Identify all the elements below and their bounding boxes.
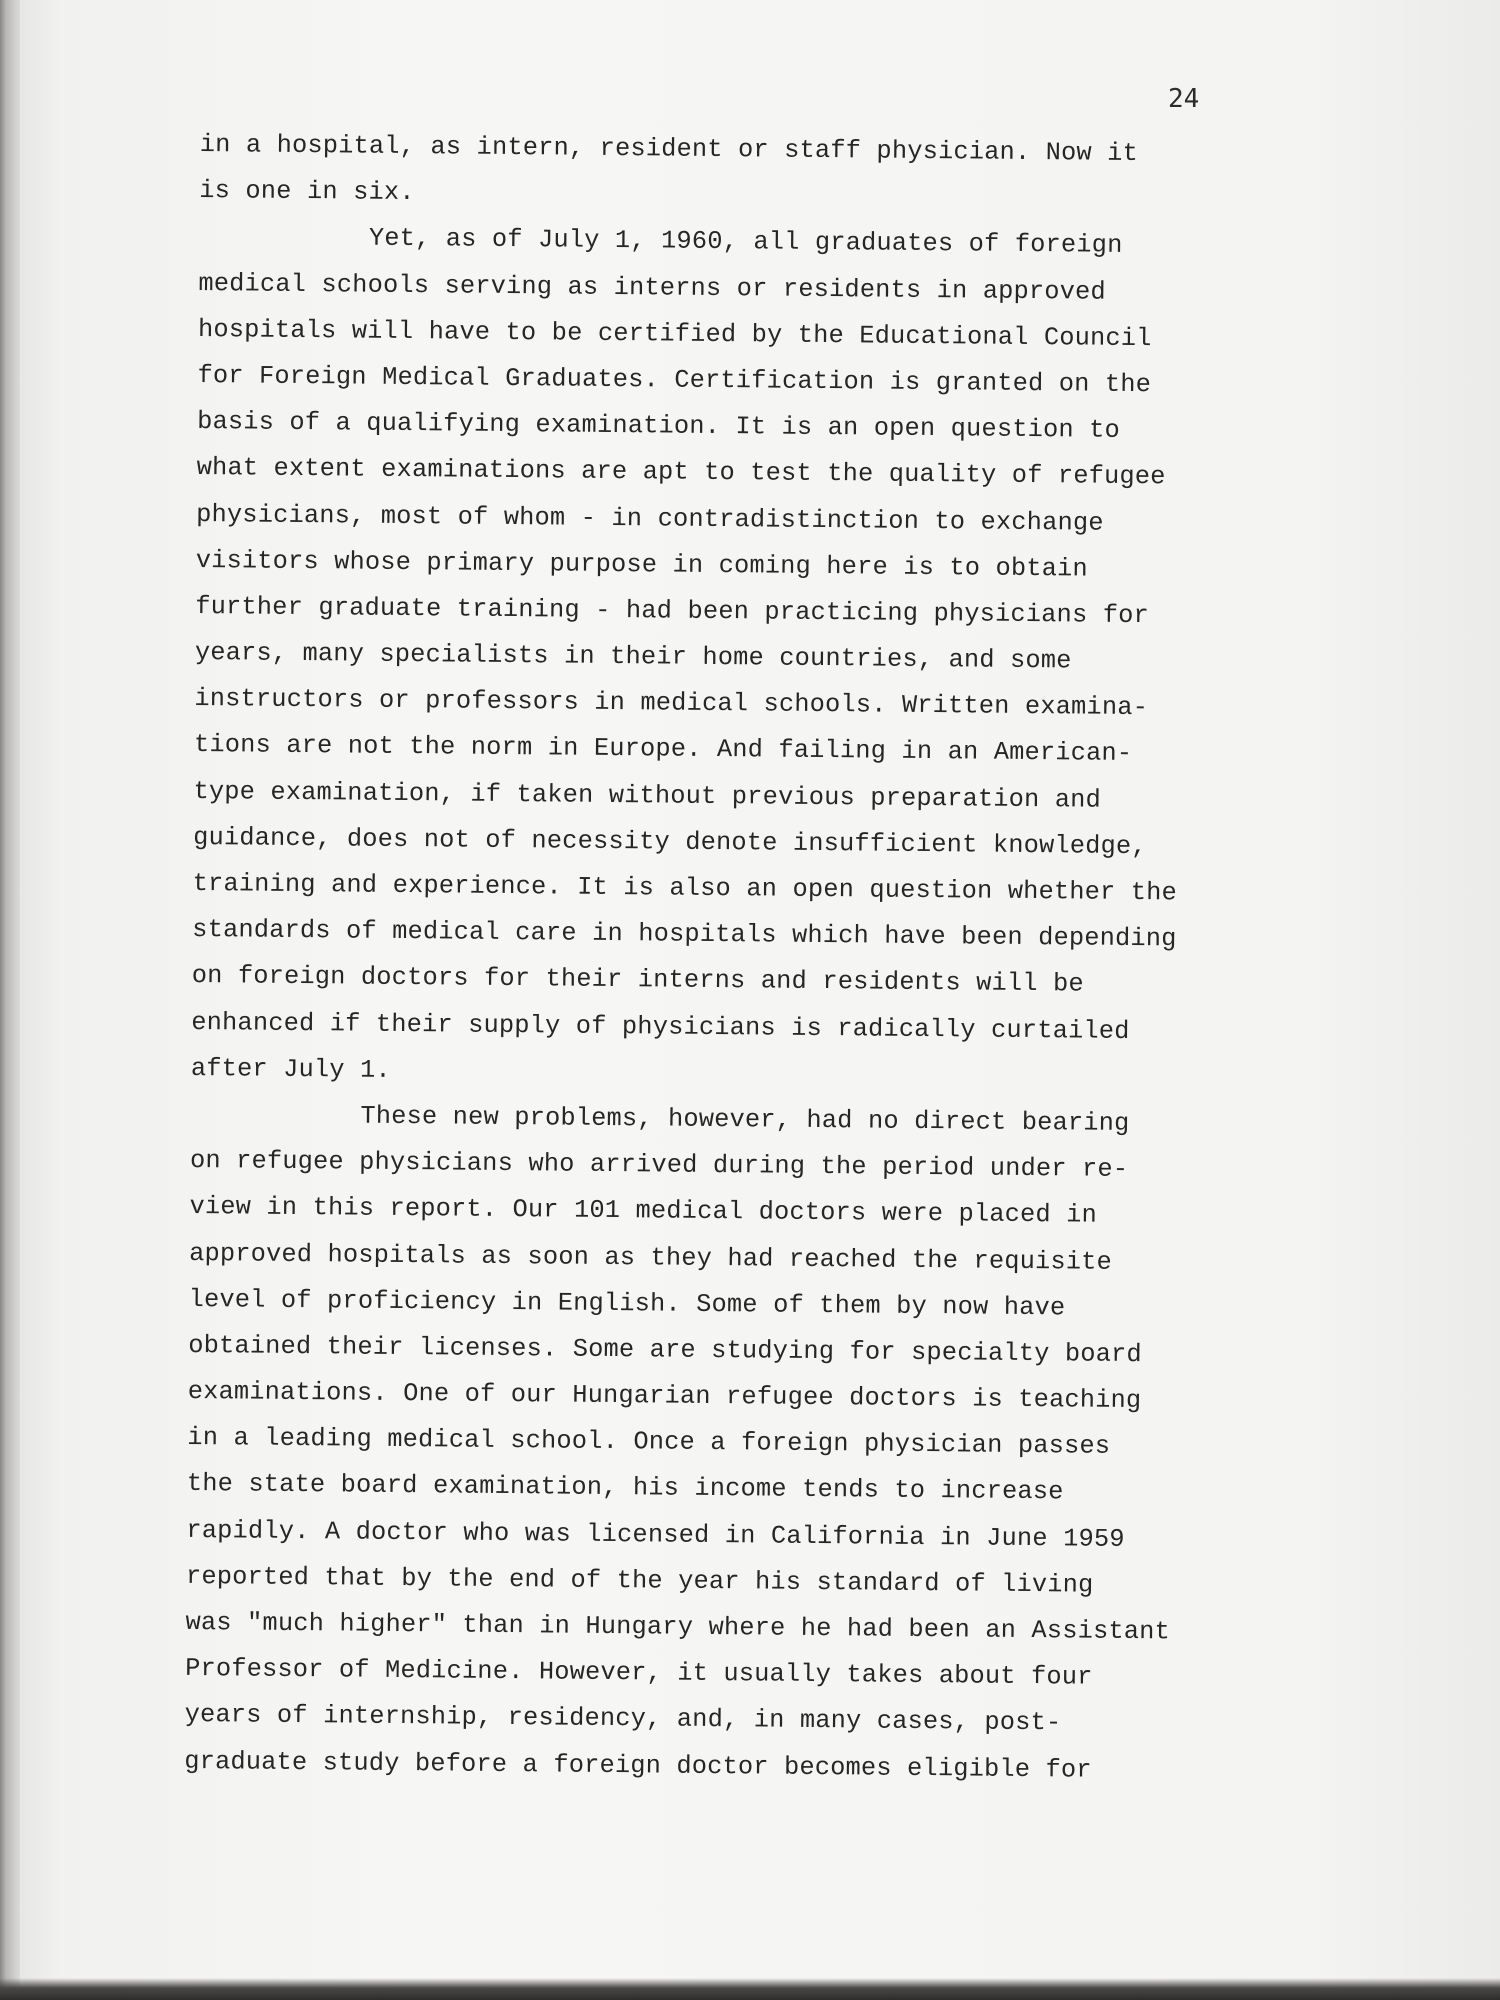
text-line: years of internship, residency, and, in many cases, post- <box>184 1700 1062 1738</box>
text-line: reported that by the end of the year his standard of living <box>185 1561 1094 1600</box>
text-line: approved hospitals as soon as they had reached the requisite <box>189 1238 1113 1277</box>
text-line: tions are not the norm in Europe. And failing in an American- <box>193 730 1133 769</box>
text-line: graduate study before a foreign doctor becomes eligible for <box>184 1746 1092 1785</box>
text-line: the state board examination, his income tends to increase <box>186 1469 1064 1507</box>
text-line: in a hospital, as intern, resident or staff physician. Now it <box>199 129 1139 169</box>
text-line: standards of medical care in hospitals which have been depending <box>192 915 1177 954</box>
text-line: medical schools serving as interns or residents in approved <box>198 268 1107 307</box>
text-line: for Foreign Medical Graduates. Certification is granted on the <box>197 360 1152 400</box>
text-line: enhanced if their supply of physicians is radically curtailed <box>191 1007 1130 1046</box>
text-line: view in this report. Our 101 medical doctors were placed in <box>189 1192 1098 1230</box>
text-line: on foreign doctors for their interns and residents will be <box>191 961 1084 999</box>
text-line: training and experience. It is also an open question whether the <box>192 868 1178 908</box>
text-line: hospitals will have to be certified by the Educational Council <box>197 314 1152 353</box>
text-line: obtained their licenses. Some are studying for specialty board <box>188 1330 1142 1369</box>
text-line: was "much higher" than in Hungary where he had been an Assistant <box>185 1607 1171 1647</box>
body-text <box>184 122 1310 1795</box>
text-line: is one in six. <box>199 176 415 208</box>
page-number: 24 <box>1168 84 1200 114</box>
text-line: instructors or professors in medical schools. Written examina- <box>194 684 1149 723</box>
text-line: type examination, if taken without previous preparation and <box>193 776 1102 815</box>
bottom-shadow <box>0 1978 1500 2000</box>
text-line: guidance, does not of necessity denote insufficient knowledge, <box>192 822 1147 861</box>
text-line: after July 1. <box>190 1053 391 1085</box>
text-line: visitors whose primary purpose in coming here is to obtain <box>195 545 1088 584</box>
text-line: Professor of Medicine. However, it usually takes about four <box>185 1654 1093 1692</box>
text-line: Yet, as of July 1, 1960, all graduates of foreign <box>368 224 1123 261</box>
text-line: physicians, most of whom - in contradistinction to exchange <box>196 499 1104 538</box>
text-line: in a leading medical school. Once a foreign physician passes <box>187 1423 1111 1462</box>
text-line: on refugee physicians who arrived during the period under re- <box>189 1146 1129 1185</box>
text-line: further graduate training - had been practicing physicians for <box>195 591 1150 631</box>
text-line: basis of a qualifying examination. It is an open question to <box>196 407 1121 445</box>
text-line: years, many specialists in their home countries, and some <box>194 638 1072 676</box>
text-line: examinations. One of our Hungarian refugee doctors is teaching <box>187 1377 1142 1416</box>
text-line: level of proficiency in English. Some of them by now have <box>188 1284 1066 1323</box>
text-line: what extent examinations are apt to test the quality of refugee <box>196 453 1166 492</box>
text-line: These new problems, however, had no direct bearing <box>360 1101 1130 1138</box>
text-line: rapidly. A doctor who was licensed in California in June 1959 <box>186 1515 1125 1554</box>
